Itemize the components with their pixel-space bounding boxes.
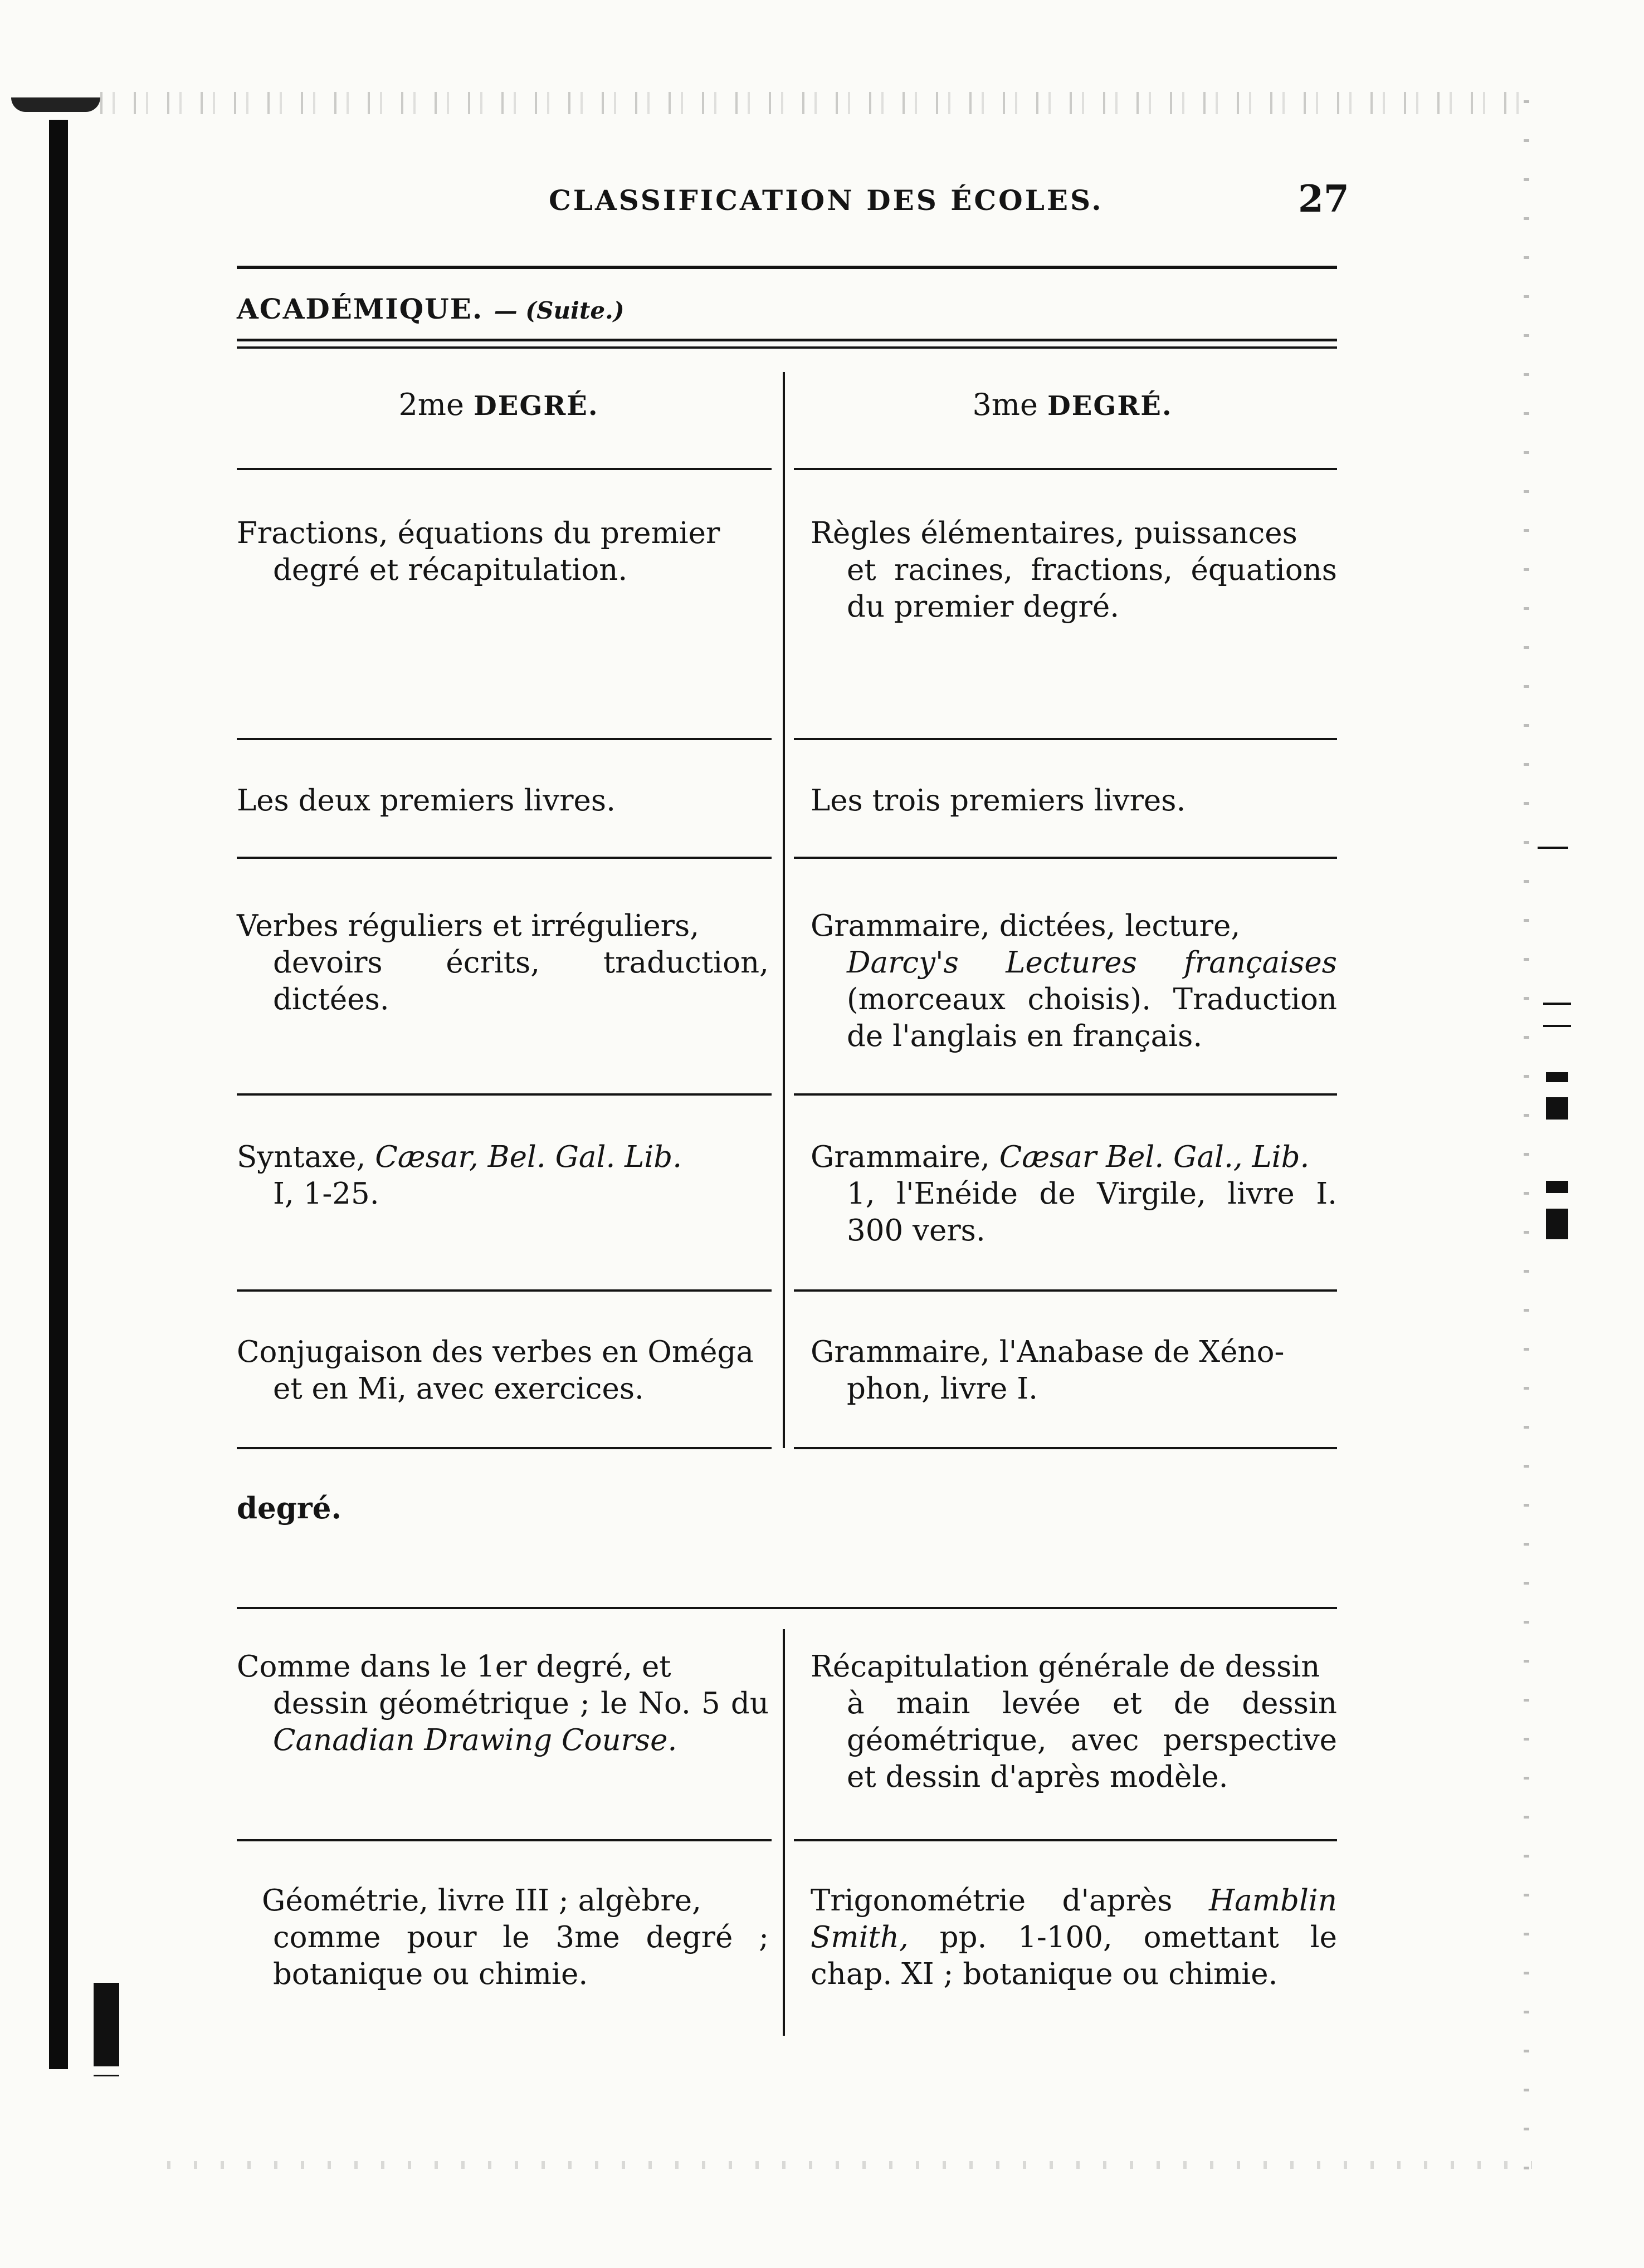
page-number: 27	[1298, 177, 1349, 221]
separator-degre: degré.	[237, 1491, 342, 1526]
block2-top-rule	[237, 1607, 1337, 1609]
row-rule	[794, 1447, 1337, 1449]
section-rule-1	[237, 339, 1337, 341]
row-rule	[794, 1289, 1337, 1292]
row-rule	[237, 738, 772, 740]
row-rule	[237, 468, 772, 470]
row-rule	[794, 468, 1337, 470]
cell-3me-anabase: Grammaire, l'Anabase de Xéno- phon, livre I.	[811, 1335, 1285, 1406]
column-header-3me	[811, 387, 1334, 422]
margin-mark	[1538, 847, 1568, 849]
running-title: CLASSIFICATION DES ÉCOLES.	[549, 184, 1104, 217]
row-rule	[237, 1447, 772, 1449]
cell-2me-fractions: Fractions, équations du premier degré et récapitulation.	[237, 516, 720, 587]
binding-shadow-top	[11, 97, 100, 112]
section-suite: — (Suite.)	[494, 297, 625, 324]
binding-shadow-tail	[94, 1983, 119, 2066]
cell-2me-dessin: Comme dans le 1er degré, et dessin géométrique ; le No. 5 du Canadian Drawing Course.	[237, 1650, 769, 1757]
column-header-2me	[237, 387, 760, 422]
margin-mark	[1543, 1003, 1571, 1005]
cell-3me-caesar: Grammaire, Cæsar Bel. Gal., Lib. 1, l'Enéide de Virgile, livre I. 300 vers.	[811, 1140, 1337, 1248]
cell-2me-geometrie: Géométrie, livre III ; algèbre, comme pour le 3me degré ; botanique ou chimie.	[262, 1884, 769, 1991]
binding-shadow-tail-line	[94, 2075, 119, 2076]
section-title	[237, 292, 625, 325]
column-divider-bottom	[783, 1629, 785, 2036]
section-title-text: ACADÉMIQUE.	[237, 292, 484, 325]
row-rule	[794, 1839, 1337, 1841]
margin-mark	[1543, 1025, 1571, 1027]
column-header-num: 3me	[972, 387, 1038, 422]
cell-2me-livres: Les deux premiers livres.	[237, 784, 616, 818]
header-rule	[237, 266, 1337, 269]
cell-3me-dessin: Récapitulation générale de dessin à main levée et de dessin géométrique, avec perspective et dessin d'après modèle.	[811, 1650, 1337, 1794]
cell-2me-conjugaison: Conjugaison des verbes en Oméga et en Mi, avec exercices.	[237, 1335, 754, 1406]
column-header-label: DEGRÉ.	[474, 390, 599, 422]
cell-2me-syntaxe: Syntaxe, Cæsar, Bel. Gal. Lib. I, 1-25.	[237, 1140, 682, 1211]
margin-mark	[1546, 1097, 1568, 1120]
section-rule-2	[237, 346, 1337, 349]
margin-mark	[1546, 1181, 1568, 1193]
row-rule	[237, 1289, 772, 1292]
margin-mark	[1546, 1209, 1568, 1239]
row-rule	[237, 1093, 772, 1096]
column-header-label: DEGRÉ.	[1047, 390, 1173, 422]
row-rule	[237, 857, 772, 859]
scan-noise-right	[1524, 100, 1529, 2172]
cell-3me-grammaire: Grammaire, dictées, lecture, Darcy's Lectures françaises (morceaux choisis). Traduction de l'anglais en français.	[811, 909, 1337, 1053]
cell-3me-livres: Les trois premiers livres.	[811, 784, 1186, 818]
margin-mark	[1546, 1072, 1568, 1082]
scan-noise-bottom	[167, 2161, 1532, 2169]
column-header-num: 2me	[398, 387, 464, 422]
column-divider-top	[783, 372, 785, 1448]
binding-shadow	[49, 120, 68, 2069]
cell-2me-verbes: Verbes réguliers et irréguliers, devoirs écrits, traduction, dictées.	[237, 909, 769, 1016]
row-rule	[794, 738, 1337, 740]
scan-noise-top	[100, 92, 1526, 114]
cell-3me-trigonometrie: Trigonométrie d'après Hamblin Smith, pp. 1-100, omettant le chap. XI ; botanique ou chimie.	[811, 1884, 1337, 1991]
cell-3me-regles: Règles élémentaires, puissances et racines, fractions, équations du premier degré.	[811, 516, 1337, 624]
row-rule	[237, 1839, 772, 1841]
row-rule	[794, 857, 1337, 859]
row-rule	[794, 1093, 1337, 1096]
